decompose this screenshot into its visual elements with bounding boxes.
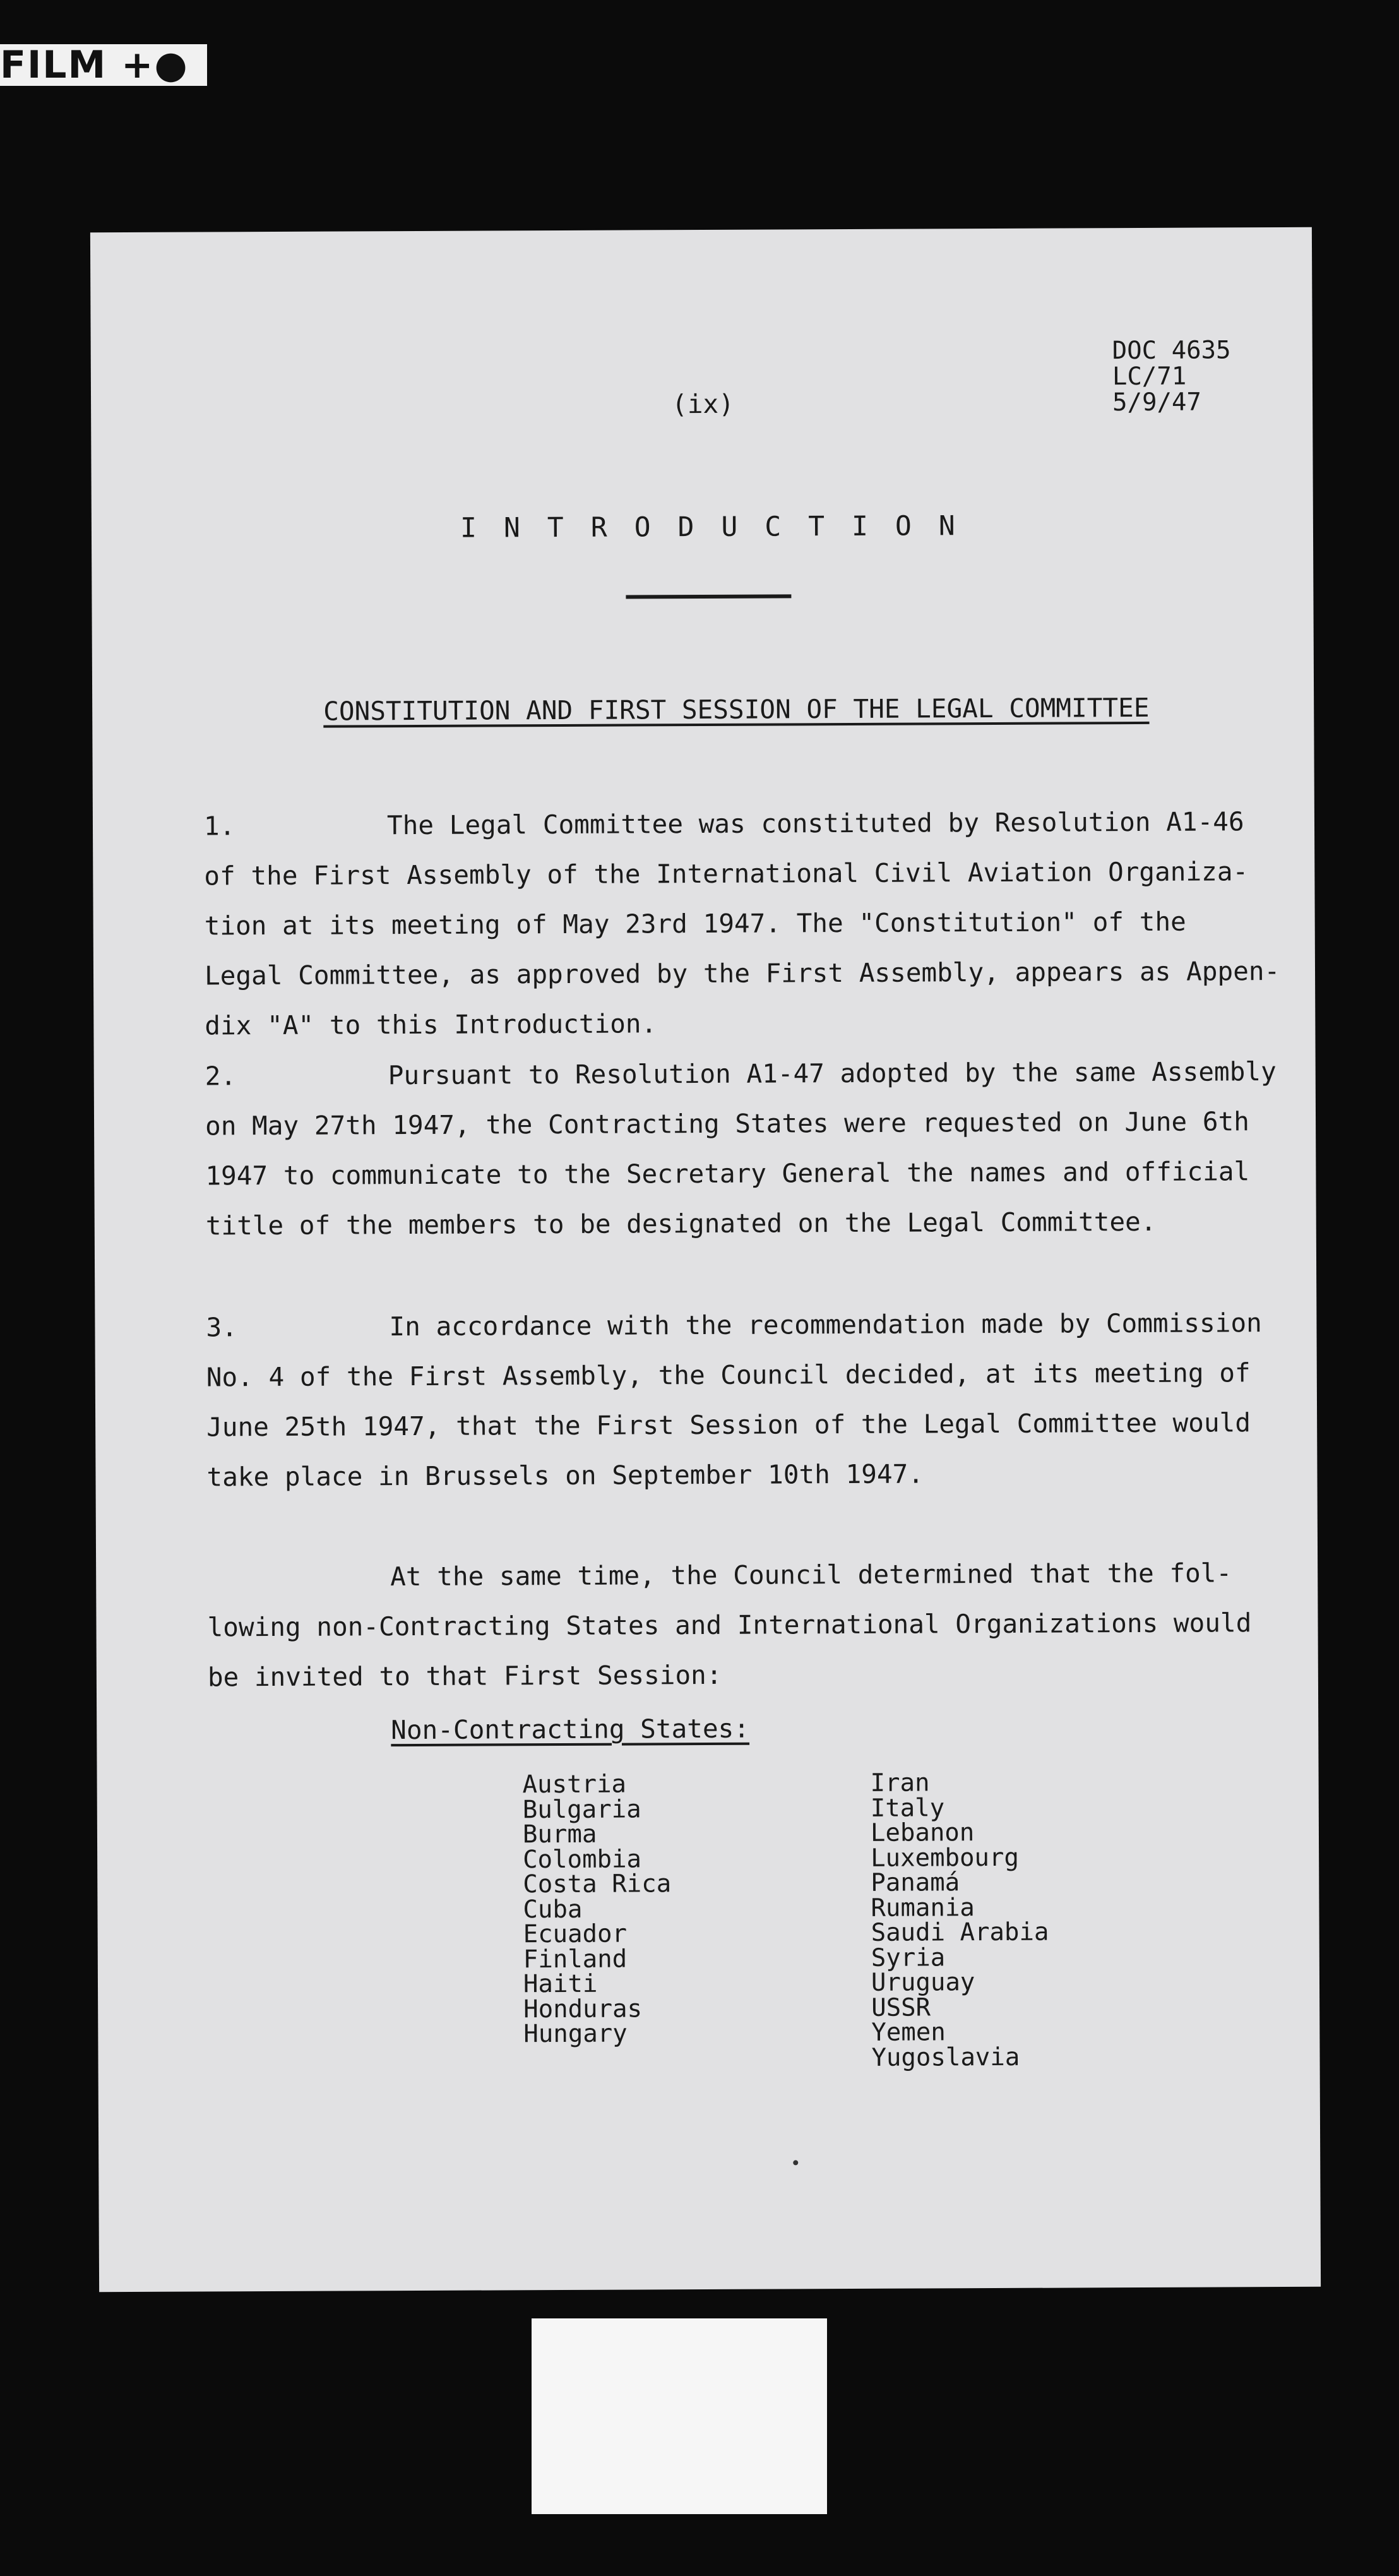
country-item: Colombia [523,1844,642,1874]
paragraph-line: Legal Committee, as approved by the First Assembly, appears as Appen- [204,956,1280,991]
lc-number: LC/71 [1112,362,1187,391]
paragraph-line: tion at its meeting of May 23rd 1947. The "Constitution" of the [204,906,1186,941]
list-heading: Non-Contracting States: [391,1713,750,1746]
film-label: FILM +● [0,44,207,86]
page-title: INTRODUCTION [460,510,982,544]
paragraph-number: 1. [203,811,235,842]
paragraph-line: lowing non-Contracting States and International Organizations would [207,1607,1252,1643]
country-item: Haiti [523,1969,598,1999]
paragraph-number: 2. [205,1061,237,1092]
country-item: Austria [522,1770,627,1799]
country-item: Luxembourg [871,1843,1020,1873]
country-item: Italy [870,1793,945,1823]
doc-date: 5/9/47 [1112,388,1202,417]
paragraph-line: Pursuant to Resolution A1-47 adopted by the same Assembly [388,1056,1277,1091]
country-item: Rumania [871,1893,975,1923]
country-item: Finland [523,1945,628,1974]
paragraph-line: title of the members to be designated on the Legal Committee. [205,1206,1157,1241]
country-item: Syria [871,1943,946,1972]
document-reference [1112,337,1231,415]
paragraph-line: on May 27th 1947, the Contracting States were requested on June 6th [205,1106,1250,1142]
country-item: Cuba [523,1895,583,1924]
paragraph-line: of the First Assembly of the International Civil Aviation Organiza- [204,856,1249,891]
title-rule [626,594,791,599]
paragraph-3 [206,1298,1273,1502]
paragraph-line: No. 4 of the First Assembly, the Council decided, at its meeting of [206,1357,1251,1393]
country-list-left [523,1772,672,2047]
country-item: Saudi Arabia [871,1917,1049,1947]
country-item: Yugoslavia [871,2042,1020,2072]
country-item: Burma [522,1820,597,1849]
country-item: USSR [871,1993,931,2022]
country-item: Hungary [523,2019,628,2049]
paragraph-line: June 25th 1947, that the First Session of the Legal Committee would [206,1407,1251,1443]
country-item: Bulgaria [522,1794,641,1824]
paragraph-line: The Legal Committee was constituted by Resolution A1-46 [386,806,1244,841]
paragraph-line: dix "A" to this Introduction. [205,1008,657,1041]
blank-card [532,2318,827,2514]
country-item: Costa Rica [523,1869,672,1899]
country-item: Ecuador [523,1919,628,1949]
doc-number: DOC 4635 [1112,336,1231,366]
paragraph-4 [207,1548,1275,1702]
paragraph-number: 3. [206,1312,237,1343]
paragraph-line: be invited to that First Session: [207,1659,722,1693]
paragraph-line: 1947 to communicate to the Secretary General the names and official [205,1156,1250,1191]
country-item: Iran [870,1768,930,1798]
country-item: Uruguay [871,1968,975,1997]
ink-speck [793,2160,798,2165]
section-subtitle: CONSTITUTION AND FIRST SESSION OF THE LEGAL COMMITTEE [323,692,1150,727]
paragraph-2 [205,1047,1277,1251]
country-list-right [871,1770,1050,2070]
paragraph-line: In accordance with the recommendation made by Commission [389,1308,1262,1342]
paragraph-line: At the same time, the Council determined that the fol- [390,1558,1232,1592]
document-page [90,227,1321,2292]
page-number: (ix) [671,388,734,420]
country-item: Lebanon [870,1818,975,1847]
country-item: Yemen [871,2018,946,2047]
paragraph-1 [203,797,1280,1051]
country-item: Panamá [871,1868,960,1897]
paragraph-line: take place in Brussels on September 10th 1947. [206,1458,924,1493]
country-item: Honduras [523,1994,643,2024]
